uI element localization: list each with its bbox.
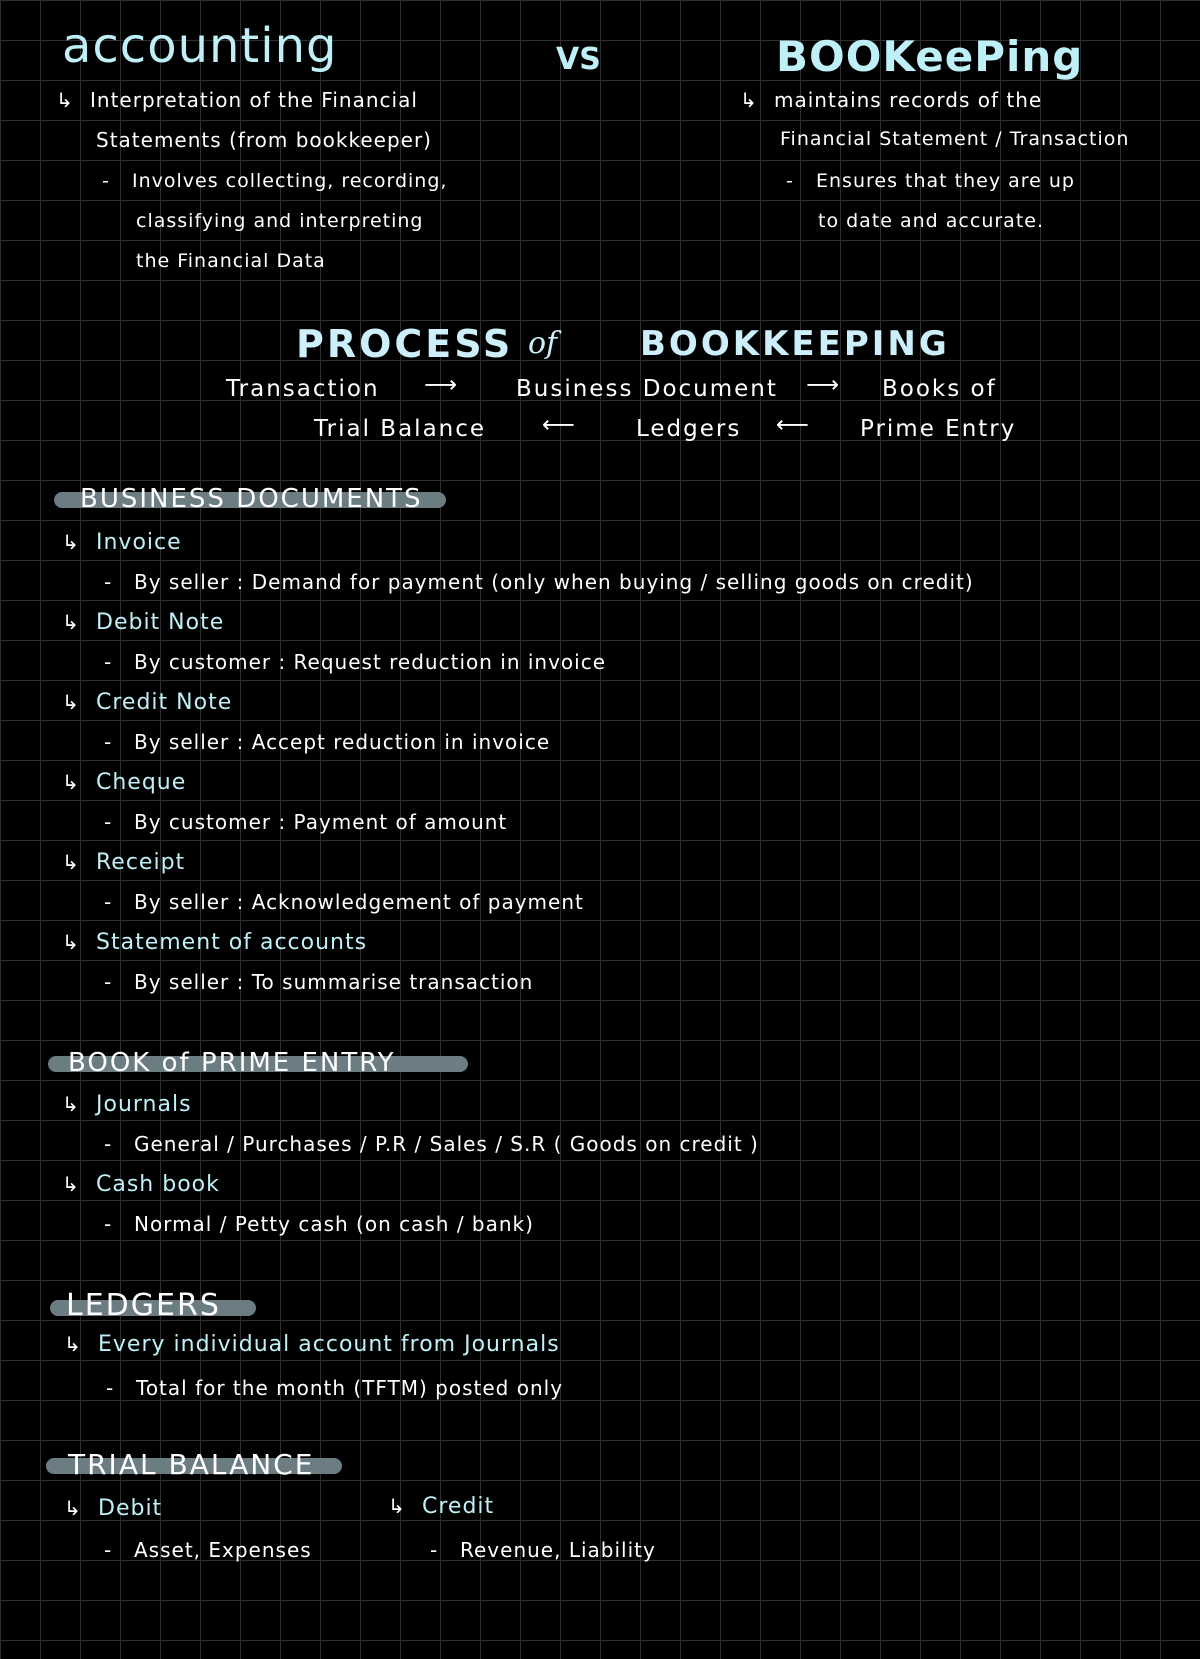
arrow-bullet-icon: ↳ — [62, 770, 80, 794]
dash-icon: - — [106, 1376, 115, 1400]
list-item-label: Credit Note — [96, 690, 233, 715]
list-item-detail — [104, 570, 974, 594]
list-item-detail-text: By customer : Payment of amount — [134, 810, 508, 834]
bookkeeping-line-2: Financial Statement / Transaction — [780, 128, 1130, 150]
arrow-right-icon: ⟶ — [806, 372, 841, 398]
trial-balance-heading: TRIAL BALANCE — [68, 1448, 315, 1481]
list-item — [62, 530, 182, 555]
flow-step-ledgers: Ledgers — [636, 416, 742, 442]
accounting-bullet-3: the Financial Data — [136, 250, 326, 272]
list-item-detail — [104, 890, 584, 914]
list-item-detail — [104, 810, 507, 834]
dash-icon: - — [104, 810, 113, 834]
list-item-detail-text: By seller : Acknowledgement of payment — [134, 890, 584, 914]
flow-step-books-of: Books of — [882, 376, 997, 402]
flow-step-transaction: Transaction — [226, 376, 380, 402]
arrow-bullet-icon: ↳ — [62, 530, 80, 554]
list-item-detail — [104, 970, 533, 994]
dash-icon: - — [104, 730, 113, 754]
arrow-bullet-icon: ↳ — [740, 88, 758, 112]
dash-icon: - — [102, 170, 110, 192]
list-item-detail-text: Normal / Petty cash (on cash / bank) — [134, 1212, 534, 1236]
accounting-bullet-2: classifying and interpreting — [136, 210, 424, 232]
arrow-bullet-icon: ↳ — [62, 930, 80, 954]
list-item-label: Invoice — [96, 530, 182, 555]
process-title-left: PROCESS — [296, 322, 514, 366]
list-item-detail-text: By customer : Request reduction in invoice — [134, 650, 607, 674]
arrow-bullet-icon: ↳ — [388, 1494, 406, 1518]
trial-balance-credit — [388, 1494, 494, 1519]
list-item-detail-text: By seller : To summarise transaction — [134, 970, 534, 994]
dash-icon: - — [430, 1538, 439, 1562]
trial-balance-credit-detail — [430, 1538, 656, 1562]
ledgers-item — [64, 1332, 560, 1357]
list-item-label: Cash book — [96, 1172, 220, 1197]
dash-icon: - — [104, 1212, 113, 1236]
trial-balance-credit-detail-text: Revenue, Liability — [460, 1538, 656, 1562]
bookkeeping-line-1 — [740, 88, 1042, 112]
list-item — [62, 610, 224, 635]
trial-balance-debit-detail — [104, 1538, 312, 1562]
list-item — [62, 930, 367, 955]
list-item — [62, 1092, 192, 1117]
list-item-label: Cheque — [96, 770, 187, 795]
ledgers-detail-text: Total for the month (TFTM) posted only — [136, 1376, 564, 1400]
flow-step-prime-entry: Prime Entry — [860, 416, 1017, 442]
dash-icon: - — [104, 1538, 113, 1562]
arrow-bullet-icon: ↳ — [62, 850, 80, 874]
flow-step-business-document: Business Document — [516, 376, 778, 402]
trial-balance-debit — [64, 1496, 162, 1521]
list-item-label: Debit Note — [96, 610, 225, 635]
arrow-bullet-icon: ↳ — [62, 1092, 80, 1116]
dash-icon: - — [104, 1132, 113, 1156]
arrow-bullet-icon: ↳ — [62, 610, 80, 634]
business-documents-heading: BUSINESS DOCUMENTS — [80, 484, 423, 514]
list-item — [62, 770, 186, 795]
bookkeeping-bullet-2: to date and accurate. — [818, 210, 1044, 232]
arrow-bullet-icon: ↳ — [64, 1496, 82, 1520]
bookkeeping-title: BOOKeePing — [776, 32, 1084, 81]
list-item-detail — [104, 730, 550, 754]
list-item-detail — [104, 1212, 534, 1236]
dash-icon: - — [104, 970, 113, 994]
arrow-left-icon: ⟵ — [542, 412, 577, 438]
list-item — [62, 1172, 220, 1197]
trial-balance-credit-label: Credit — [422, 1494, 495, 1519]
flow-step-trial-balance: Trial Balance — [314, 416, 487, 442]
dash-icon: - — [104, 570, 113, 594]
process-title-right: BOOKKEEPING — [640, 324, 950, 364]
process-title-of: of — [528, 326, 558, 361]
ledgers-detail — [106, 1376, 563, 1400]
dash-icon: - — [104, 650, 113, 674]
accounting-line-2: Statements (from bookkeeper) — [96, 128, 432, 152]
accounting-bullet-1 — [102, 170, 447, 192]
arrow-bullet-icon: ↳ — [56, 88, 74, 112]
arrow-bullet-icon: ↳ — [62, 690, 80, 714]
dash-icon: - — [786, 170, 794, 192]
list-item-label: Journals — [96, 1092, 192, 1117]
accounting-line-1-text: Interpretation of the Financial — [90, 88, 418, 112]
arrow-left-icon: ⟵ — [776, 412, 811, 438]
vs-label: VS — [556, 42, 601, 77]
list-item-detail — [104, 650, 606, 674]
arrow-right-icon: ⟶ — [424, 372, 459, 398]
bookkeeping-bullet-1-text: Ensures that they are up — [816, 170, 1075, 192]
list-item-label: Receipt — [96, 850, 186, 875]
arrow-bullet-icon: ↳ — [64, 1332, 82, 1356]
bookkeeping-bullet-1 — [786, 170, 1075, 192]
list-item-detail — [104, 1132, 759, 1156]
list-item-label: Statement of accounts — [96, 930, 368, 955]
list-item-detail-text: General / Purchases / P.R / Sales / S.R ( Goods on credit ) — [134, 1132, 759, 1156]
book-of-prime-entry-heading: BOOK of PRIME ENTRY — [68, 1048, 396, 1078]
ledgers-item-label: Every individual account from Journals — [98, 1332, 560, 1357]
bookkeeping-line-1-text: maintains records of the — [774, 88, 1043, 112]
accounting-title: accounting — [62, 18, 338, 74]
list-item-detail-text: By seller : Accept reduction in invoice — [134, 730, 551, 754]
accounting-line-1 — [56, 88, 418, 112]
list-item — [62, 850, 185, 875]
accounting-bullet-1-text: Involves collecting, recording, — [132, 170, 448, 192]
trial-balance-debit-label: Debit — [98, 1496, 163, 1521]
list-item-detail-text: By seller : Demand for payment (only when buying / selling goods on credit) — [134, 570, 974, 594]
trial-balance-debit-detail-text: Asset, Expenses — [134, 1538, 312, 1562]
ledgers-heading: LEDGERS — [66, 1288, 221, 1323]
list-item — [62, 690, 232, 715]
arrow-bullet-icon: ↳ — [62, 1172, 80, 1196]
dash-icon: - — [104, 890, 113, 914]
